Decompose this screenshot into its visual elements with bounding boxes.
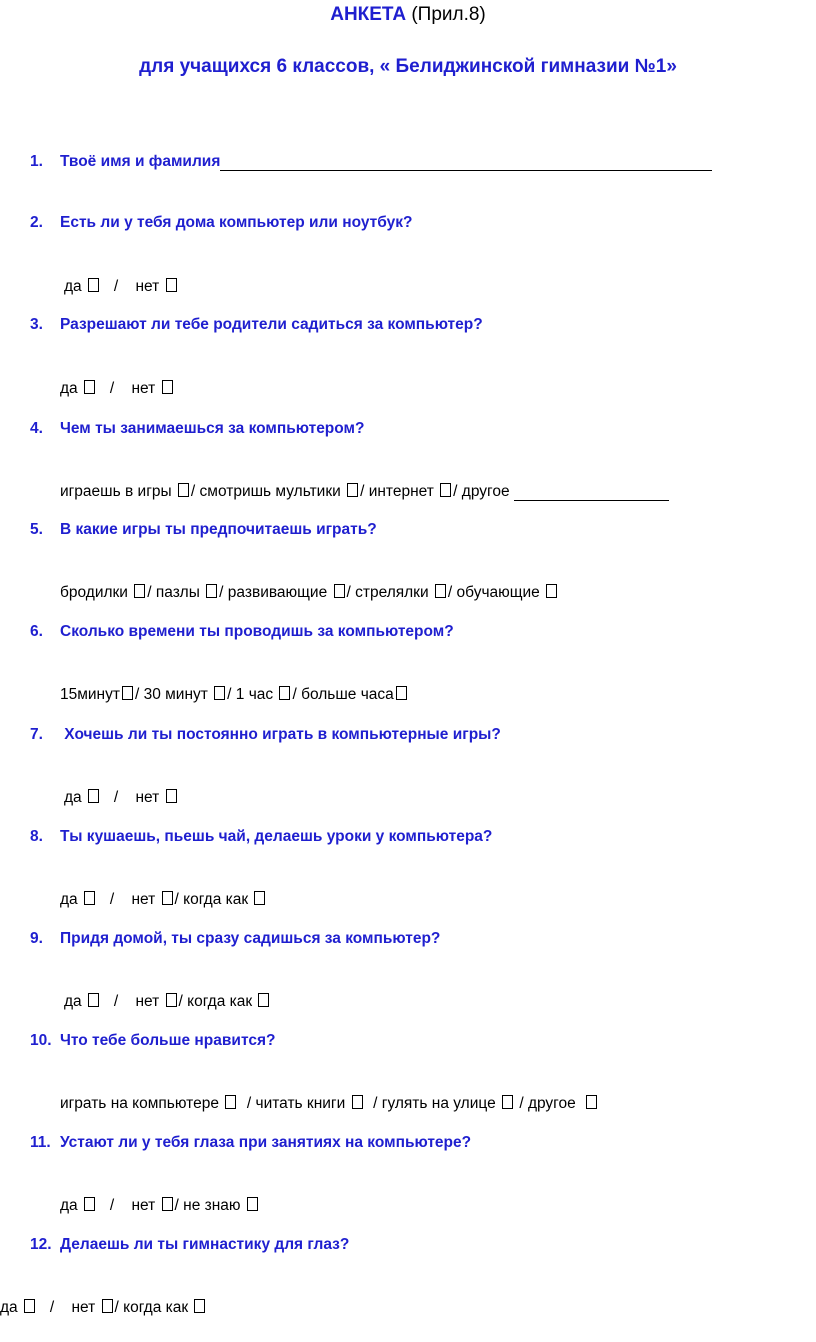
checkbox-icon[interactable]: [396, 686, 407, 700]
checkbox-icon[interactable]: [502, 1095, 513, 1109]
checkbox-icon[interactable]: [88, 789, 99, 803]
checkbox-icon[interactable]: [279, 686, 290, 700]
other-input-line[interactable]: [514, 486, 669, 501]
question-9: 9. Придя домой, ты сразу садишься за компьютер?: [30, 930, 441, 947]
answer-12: да / нет / когда как: [0, 1299, 207, 1317]
checkbox-icon[interactable]: [254, 891, 265, 905]
checkbox-icon[interactable]: [347, 483, 358, 497]
checkbox-icon[interactable]: [546, 584, 557, 598]
checkbox-icon[interactable]: [178, 483, 189, 497]
checkbox-icon[interactable]: [84, 1197, 95, 1211]
checkbox-icon[interactable]: [84, 891, 95, 905]
question-2: 2. Есть ли у тебя дома компьютер или ноутбук?: [30, 214, 413, 231]
title-appendix: (Прил.8): [406, 4, 486, 25]
checkbox-icon[interactable]: [84, 380, 95, 394]
question-6: 6. Сколько времени ты проводишь за компьютером?: [30, 623, 454, 640]
answer-5: бродилки / пазлы / развивающие / стрелялки / обучающие: [60, 584, 559, 602]
page-title: [0, 4, 816, 26]
checkbox-icon[interactable]: [194, 1299, 205, 1313]
checkbox-icon[interactable]: [206, 584, 217, 598]
question-7: 7. Хочешь ли ты постоянно играть в компьютерные игры?: [30, 726, 501, 743]
checkbox-icon[interactable]: [162, 891, 173, 905]
checkbox-icon[interactable]: [162, 1197, 173, 1211]
answer-8: да / нет / когда как: [60, 891, 267, 909]
checkbox-icon[interactable]: [247, 1197, 258, 1211]
checkbox-icon[interactable]: [88, 993, 99, 1007]
question-4: 4. Чем ты занимаешься за компьютером?: [30, 420, 365, 437]
checkbox-icon[interactable]: [258, 993, 269, 1007]
name-input-line[interactable]: [220, 152, 712, 171]
answer-2: да / нет: [64, 278, 179, 296]
question-10: 10. Что тебе больше нравится?: [30, 1032, 276, 1049]
answer-7: да / нет: [64, 789, 179, 807]
answer-10: играть на компьютере / читать книги / гулять на улице / другое: [60, 1095, 599, 1113]
checkbox-icon[interactable]: [334, 584, 345, 598]
checkbox-icon[interactable]: [102, 1299, 113, 1313]
question-3: 3. Разрешают ли тебе родители садиться за компьютер?: [30, 316, 483, 333]
answer-4: играешь в игры / смотришь мультики / интернет / другое: [60, 483, 669, 501]
checkbox-icon[interactable]: [435, 584, 446, 598]
checkbox-icon[interactable]: [122, 686, 133, 700]
checkbox-icon[interactable]: [24, 1299, 35, 1313]
question-1: 1. Твоё имя и фамилия: [30, 152, 712, 171]
answer-6: 15минут / 30 минут / 1 час / больше часа: [60, 686, 409, 704]
checkbox-icon[interactable]: [166, 789, 177, 803]
checkbox-icon[interactable]: [352, 1095, 363, 1109]
checkbox-icon[interactable]: [162, 380, 173, 394]
answer-3: да / нет: [60, 380, 175, 398]
question-5: 5. В какие игры ты предпочитаешь играть?: [30, 521, 377, 538]
answer-11: да / нет / не знаю: [60, 1197, 260, 1215]
checkbox-icon[interactable]: [586, 1095, 597, 1109]
question-11: 11. Устают ли у тебя глаза при занятиях на компьютере?: [30, 1134, 472, 1151]
answer-9: да / нет / когда как: [64, 993, 271, 1011]
question-12: 12. Делаешь ли ты гимнастику для глаз?: [30, 1236, 350, 1253]
title-bold: АНКЕТА: [330, 4, 407, 25]
checkbox-icon[interactable]: [225, 1095, 236, 1109]
checkbox-icon[interactable]: [440, 483, 451, 497]
checkbox-icon[interactable]: [166, 278, 177, 292]
checkbox-icon[interactable]: [88, 278, 99, 292]
question-8: 8. Ты кушаешь, пьешь чай, делаешь уроки у компьютера?: [30, 828, 493, 845]
page-subtitle: для учащихся 6 классов, « Белиджинской гимназии №1»: [139, 56, 677, 77]
checkbox-icon[interactable]: [214, 686, 225, 700]
checkbox-icon[interactable]: [134, 584, 145, 598]
checkbox-icon[interactable]: [166, 993, 177, 1007]
